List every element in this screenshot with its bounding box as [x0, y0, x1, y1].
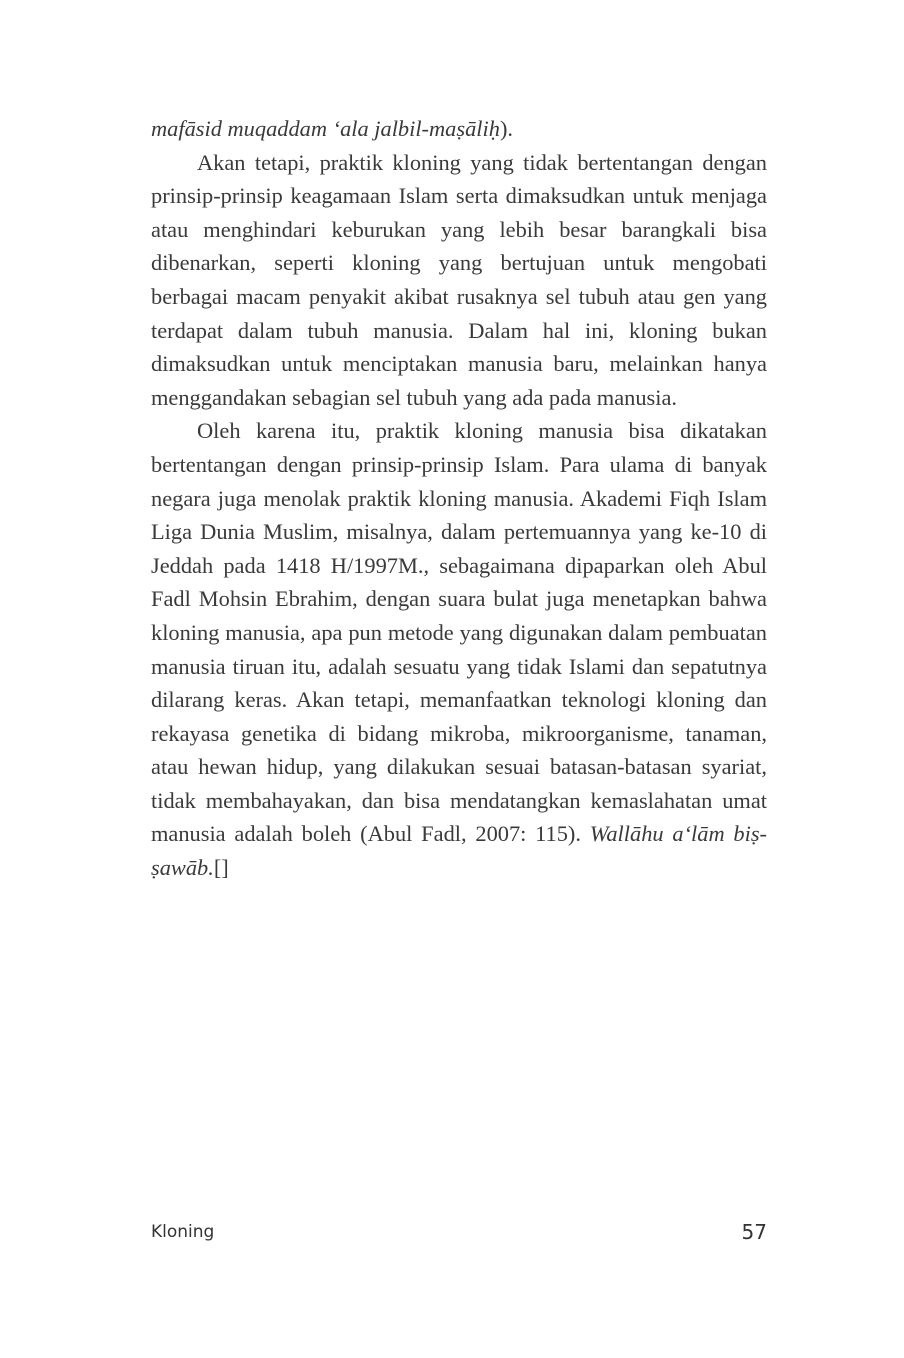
paragraph-2	[151, 414, 767, 884]
paragraph-2-text: Oleh karena itu, praktik kloning manusia bisa dikatakan bertentangan dengan prinsip-prinsip Islam. Para ulama di banyak negara juga menolak praktik kloning manusia. Akademi Fiqh Islam Liga Dunia Muslim, misalnya, dalam pertemuannya yang ke-10 di Jeddah pada 1418 H/1997M., sebagaimana dipaparkan oleh Abul Fadl Mohsin Ebrahim, dengan suara bulat juga menetapkan bahwa kloning manusia, apa pun metode yang digunakan dalam pembuatan manusia tiruan itu, adalah sesuatu yang tidak Islami dan sepatutnya dilarang keras. Akan tetapi, memanfaatkan teknologi kloning dan rekayasa genetika di bidang mikroba, mikroorganisme, tanaman, atau hewan hidup, yang dilakukan sesuai batasan-batasan syariat, tidak membahayakan, dan bisa mendatangkan kemaslahatan umat manusia adalah boleh (Abul Fadl, 2007: 115).	[151, 418, 767, 847]
running-title: Kloning	[151, 1222, 215, 1242]
end-mark: []	[213, 855, 229, 881]
paragraph-1: Akan tetapi, praktik kloning yang tidak bertentangan dengan prinsip-prinsip keagamaan Islam serta dimaksudkan untuk menjaga atau menghindari keburukan yang lebih besar barangkali bisa dibenarkan, seperti kloning yang bertujuan untuk mengobati berbagai macam penyakit akibat rusaknya sel tubuh atau gen yang terdapat dalam tubuh manusia. Dalam hal ini, kloning bukan dimaksudkan untuk menciptakan manusia baru, melainkan hanya menggandakan sebagian sel tubuh yang ada pada manusia.	[151, 149, 767, 410]
arabic-maxim: mafāsid muqaddam ‘ala jalbil-maṣāliḥ	[151, 116, 500, 141]
page-body	[151, 112, 767, 885]
closing-phrase: Wallāhu a‘lām biṣ-ṣawāb.	[151, 821, 767, 881]
lead-paragraph	[151, 112, 767, 146]
page-number: 57	[741, 1220, 767, 1244]
lead-paragraph-tail: ).	[499, 116, 513, 141]
